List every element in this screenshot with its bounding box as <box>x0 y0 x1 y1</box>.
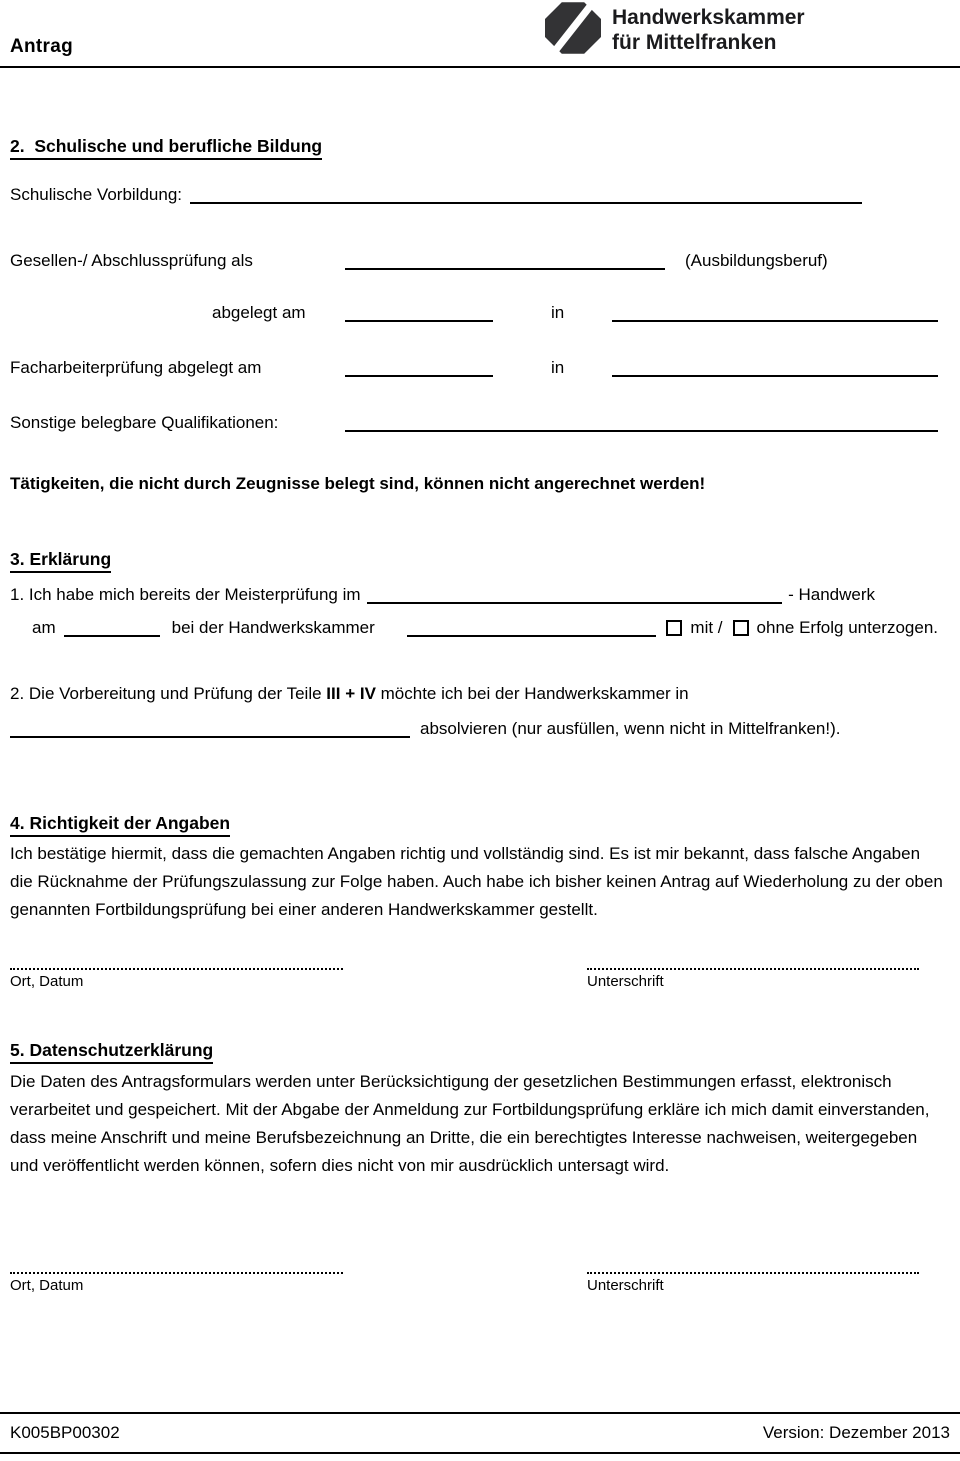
ausbildungsberuf-label: (Ausbildungsberuf) <box>685 251 828 270</box>
schulische-vorbildung-label: Schulische Vorbildung: <box>10 185 183 204</box>
ort-datum-label-1: Ort, Datum <box>10 973 84 990</box>
vorbereitung-prefix: 2. Die Vorbereitung und Prüfung der Teile <box>10 684 327 703</box>
absolvieren-label: absolvieren (nur ausfüllen, wenn nicht in Mittelfranken!). <box>420 719 841 738</box>
facharbeiter-label: Facharbeiterprüfung abgelegt am <box>10 358 262 377</box>
vorbereitung-suffix: möchte ich bei der Handwerkskammer in <box>375 684 689 703</box>
sonstige-qualifikationen-field[interactable] <box>345 429 938 432</box>
teile-iii-iv-label: III + IV <box>326 684 376 703</box>
ort-datum-column-2 <box>10 1258 343 1294</box>
facharbeiter-in-ort-field[interactable] <box>612 374 938 377</box>
section-richtigkeit <box>10 813 950 990</box>
mit-erfolg-checkbox[interactable] <box>666 620 682 636</box>
ohne-erfolg-checkbox[interactable] <box>733 620 749 636</box>
absolvieren-row <box>10 718 950 739</box>
section-datenschutz <box>10 1040 950 1294</box>
signature-block-1 <box>10 954 950 990</box>
abgelegt-am-datum-field[interactable] <box>345 319 493 322</box>
ohne-erfolg-label: ohne Erfolg unterzogen. <box>756 618 938 637</box>
unterschrift-line-1[interactable] <box>587 954 919 970</box>
schulische-vorbildung-field[interactable] <box>190 201 862 204</box>
ort-datum-label-2: Ort, Datum <box>10 1277 84 1294</box>
facharbeiter-datum-field[interactable] <box>345 374 493 377</box>
meisterpruefung-detail-row <box>10 617 950 638</box>
am-label: am <box>32 618 56 637</box>
brand-line2: für Mittelfranken <box>612 30 777 54</box>
abgelegt-in-ort-field[interactable] <box>612 319 938 322</box>
abgelegt-in-label: in <box>551 303 565 322</box>
bei-handwerkskammer-label: bei der Handwerkskammer <box>171 618 375 637</box>
section-erklaerung <box>10 549 950 739</box>
section-richtigkeit-heading: 4. Richtigkeit der Angaben <box>10 813 230 837</box>
brand-text <box>612 6 805 56</box>
handwerkskammer-name-field[interactable] <box>407 634 657 637</box>
gesellen-pruefung-label: Gesellen-/ Abschlussprüfung als <box>10 251 253 270</box>
schulische-vorbildung-row <box>10 184 950 205</box>
unterschrift-column-2 <box>587 1258 919 1294</box>
unterschrift-column <box>587 954 919 990</box>
signature-block-2 <box>10 1258 950 1294</box>
facharbeiter-in-label: in <box>551 358 565 377</box>
section-erklaerung-heading: 3. Erklärung <box>10 549 111 573</box>
gesellen-pruefung-row <box>10 250 950 271</box>
sonstige-qualifikationen-label: Sonstige belegbare Qualifikationen: <box>10 413 279 432</box>
form-number: K005BP00302 <box>10 1423 120 1442</box>
mit-label: mit / <box>690 618 723 637</box>
meisterpruefung-text: 1. Ich habe mich bereits der Meisterprüfung im <box>10 585 361 604</box>
richtigkeit-paragraph: Ich bestätige hiermit, dass die gemachten Angaben richtig und vollständig sind. Es ist mir bekannt, dass falsche Angaben die Rücknahme der Prüfungszulassung zur Folge haben. Auch habe ich bisher keinen Antrag auf Wiederholung zu der oben genannten Fortbildungsprüfung bei einer anderen Handwerkskammer gestellt. <box>10 844 943 919</box>
meisterpruefung-handwerk-field[interactable] <box>367 601 783 604</box>
unterschrift-label-1: Unterschrift <box>587 973 664 990</box>
gesellen-pruefung-field[interactable] <box>345 267 665 270</box>
sonstige-qualifikationen-row <box>10 412 950 433</box>
andere-handwerkskammer-field[interactable] <box>10 735 410 738</box>
hwk-logo-icon <box>545 2 601 59</box>
section-education-heading: 2. Schulische und berufliche Bildung <box>10 136 322 160</box>
unterschrift-line-2[interactable] <box>587 1258 919 1274</box>
section-education <box>10 136 950 495</box>
meisterpruefung-row <box>10 584 950 605</box>
meisterpruefung-datum-field[interactable] <box>64 634 160 637</box>
zeugnisse-note: Tätigkeiten, die nicht durch Zeugnisse belegt sind, können nicht angerechnet werden! <box>10 474 706 493</box>
unterschrift-label-2: Unterschrift <box>587 1277 664 1294</box>
header <box>0 0 960 68</box>
ort-datum-line-1[interactable] <box>10 954 343 970</box>
ort-datum-column <box>10 954 343 990</box>
facharbeiter-row <box>10 357 950 378</box>
datenschutz-paragraph: Die Daten des Antragsformulars werden unter Berücksichtigung der gesetzlichen Bestimmungen erfasst, elektronisch verarbeitet und gespeichert. Mit der Abgabe der Anmeldung zur Fortbildungsprüfung erkläre ich mich damit einverstanden, dass meine Anschrift und meine Berufsbezeichnung an Dritte, die ein berechtigtes Interesse nachweisen, weitergegeben und veröffentlicht werden können, sofern dies nicht von mir ausdrücklich untersagt wird. <box>10 1072 930 1175</box>
ort-datum-line-2[interactable] <box>10 1258 343 1274</box>
vorbereitung-row <box>10 683 950 704</box>
document-title: Antrag <box>10 36 74 57</box>
brand <box>545 2 805 59</box>
section-datenschutz-heading: 5. Datenschutzerklärung <box>10 1040 213 1064</box>
footer <box>0 1412 960 1454</box>
brand-line1: Handwerkskammer <box>612 5 805 29</box>
abgelegt-am-label: abgelegt am <box>212 303 306 322</box>
version-label: Version: Dezember 2013 <box>762 1423 950 1442</box>
handwerk-suffix-label: - Handwerk <box>788 585 875 604</box>
abgelegt-am-row <box>10 302 950 323</box>
